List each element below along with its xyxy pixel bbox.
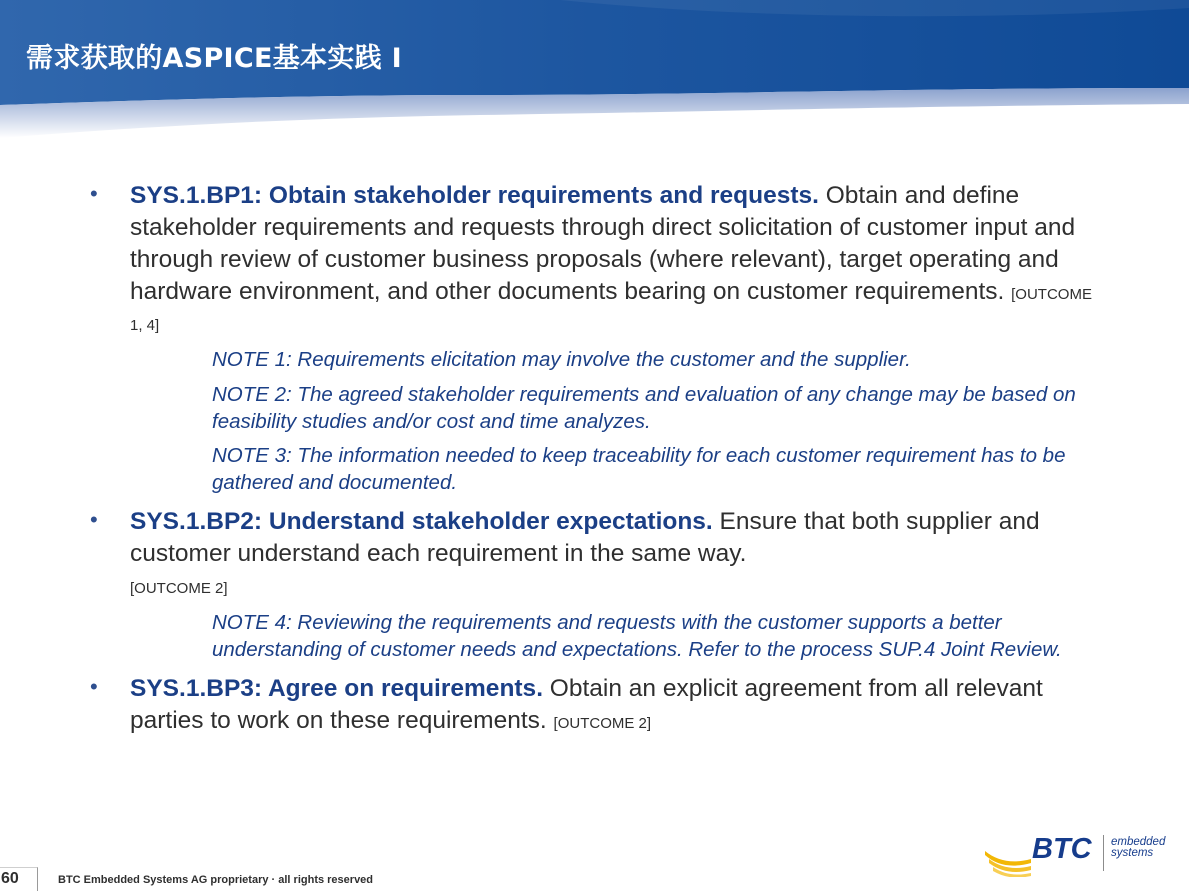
practice-title: SYS.1.BP3: Agree on requirements. bbox=[130, 675, 543, 703]
practice-title: SYS.1.BP1: Obtain stakeholder requirements and requests. bbox=[130, 182, 819, 209]
practice-body: Ensure that both supplier and customer understand each requirement in the same way. bbox=[130, 508, 1040, 568]
btc-logo bbox=[983, 833, 1183, 878]
practice-item bbox=[90, 673, 1100, 737]
practice-outcome: [OUTCOME 2] bbox=[553, 715, 652, 733]
slide-title: 需求获取的ASPICE基本实践 I bbox=[26, 43, 402, 74]
practice-body: Obtain and define stakeholder requirements and requests through direct solicitation of customer input and through review of customer business proposals (where relevant), target operating and hardware environment, and other documents bearing on customer requirements. bbox=[130, 182, 1076, 305]
slide-header bbox=[0, 0, 1189, 140]
practices-list bbox=[90, 180, 1100, 737]
practice-outcome: [OUTCOME 1, 4] bbox=[130, 285, 1092, 335]
practice-item bbox=[90, 506, 1100, 602]
logo-name: BTC bbox=[1032, 833, 1092, 865]
logo-subtitle: embedded systems bbox=[1111, 836, 1166, 859]
logo-divider bbox=[1103, 835, 1104, 871]
bullet-icon: • bbox=[90, 181, 98, 206]
note-text: NOTE 4: Reviewing the requirements and requests with the customer supports a better understanding of customer needs and expectations. Refer to the process SUP.4 Joint Review. bbox=[212, 610, 1062, 661]
page-number: 60 bbox=[0, 867, 38, 891]
practice-title: SYS.1.BP2: Understand stakeholder expectations. bbox=[130, 508, 713, 536]
practice-outcome: [OUTCOME 2] bbox=[130, 580, 228, 598]
btc-stripes-icon bbox=[983, 837, 1033, 877]
bullet-icon: • bbox=[90, 674, 98, 700]
note-text: NOTE 3: The information needed to keep traceability for each customer requirement has to be gathered and documented. bbox=[212, 444, 1066, 494]
footer-copyright: BTC Embedded Systems AG proprietary · all rights reserved bbox=[58, 874, 374, 886]
note-text: NOTE 2: The agreed stakeholder requirements and evaluation of any change may be based on feasibility studies and/or cost and time analyzes. bbox=[212, 382, 1076, 433]
note-text: NOTE 1: Requirements elicitation may involve the customer and the supplier. bbox=[212, 348, 911, 372]
practice-item bbox=[90, 180, 1100, 339]
practice-body: Obtain an explicit agreement from all relevant parties to work on these requirements. bbox=[130, 675, 1043, 735]
bullet-icon: • bbox=[90, 507, 98, 533]
